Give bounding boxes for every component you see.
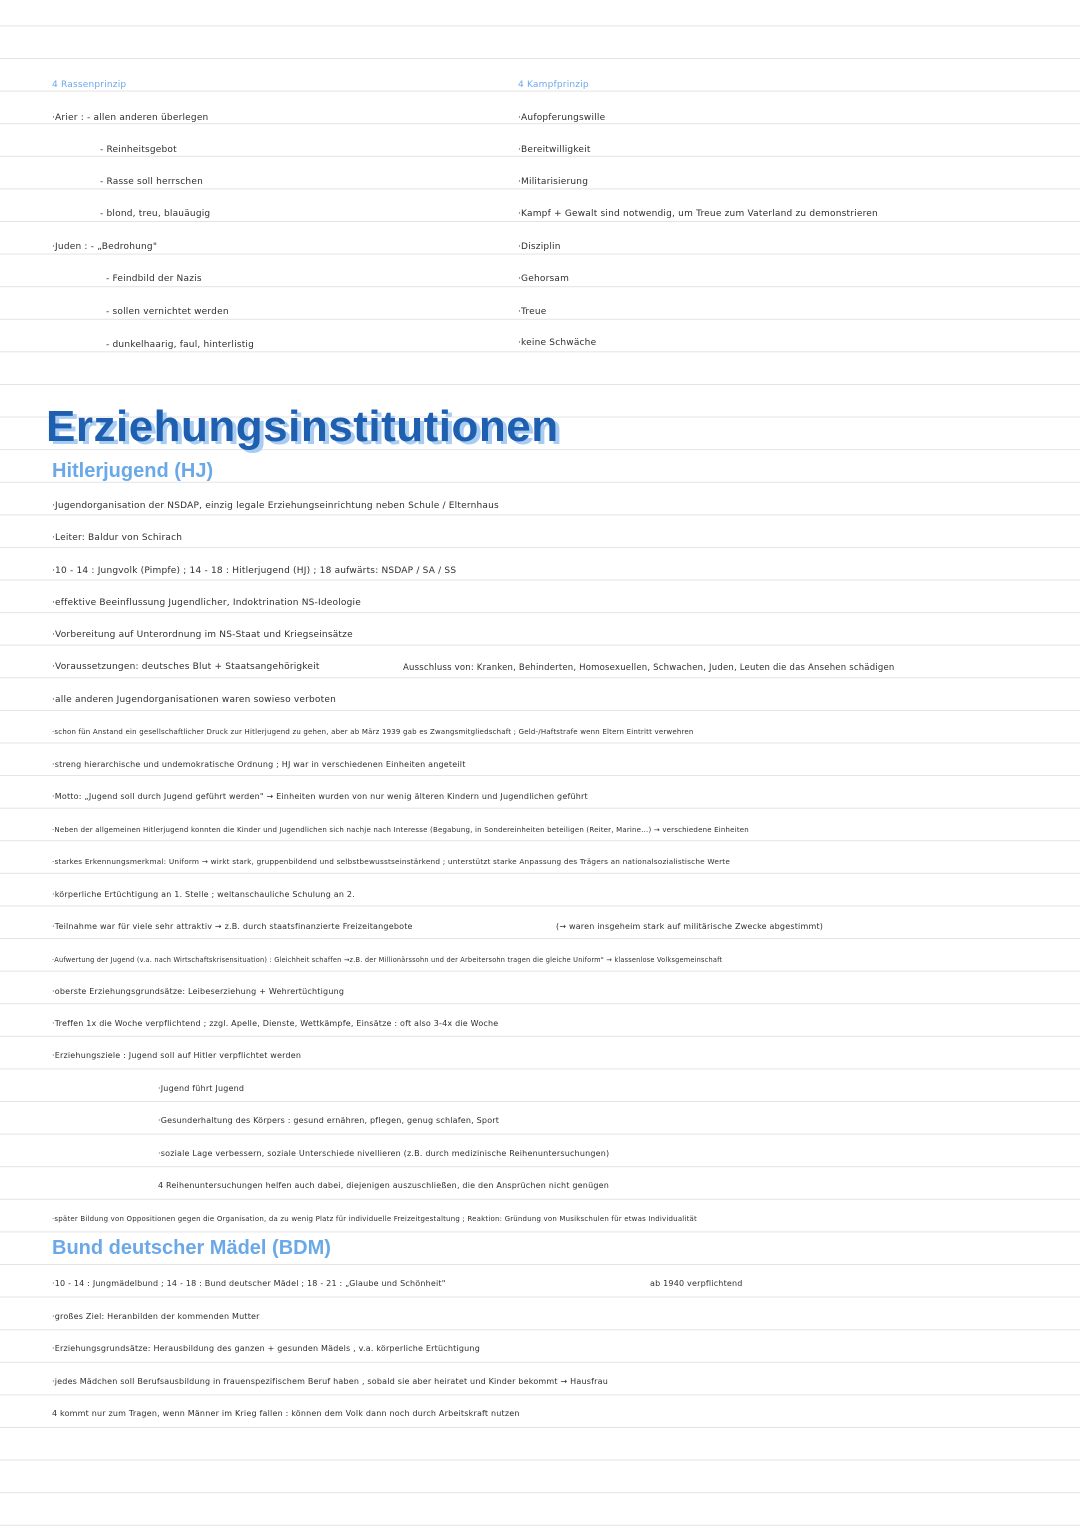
hj-line: ·Leiter: Baldur von Schirach bbox=[52, 533, 183, 543]
left-line: - dunkelhaarig, faul, hinterlistig bbox=[106, 340, 255, 350]
right-line: ·Militarisierung bbox=[518, 177, 589, 187]
left-line: - Feindbild der Nazis bbox=[106, 274, 202, 284]
hj-line: ·Neben der allgemeinen Hitlerjugend konnten die Kinder und Jugendlichen sich nachje nach Interesse (Begabung, in Sondereinheiten beteiligen (Reiter, Marine...) → verschiedene Einheiten bbox=[52, 826, 749, 834]
bdm-line: ·Erziehungsgrundsätze: Herausbildung des ganzen + gesunden Mädels , v.a. körperliche Ertüchtigung bbox=[52, 1344, 480, 1353]
left-line: - Rasse soll herrschen bbox=[100, 177, 203, 187]
hj-military-note: (→ waren insgeheim stark auf militärische Zwecke abgestimmt) bbox=[556, 922, 824, 931]
bdm-line: ·10 - 14 : Jungmädelbund ; 14 - 18 : Bund deutscher Mädel ; 18 - 21 : „Glaube und Schönheit" bbox=[52, 1279, 446, 1288]
heading-hitlerjugend: Hitlerjugend (HJ) bbox=[52, 460, 214, 482]
hj-line: ·Gesunderhaltung des Körpers : gesund ernähren, pflegen, genug schlafen, Sport bbox=[158, 1116, 500, 1125]
page-title: Erziehungsinstitutionen bbox=[46, 402, 559, 451]
hj-line: ·später Bildung von Oppositionen gegen die Organisation, da zu wenig Platz für individuelle Freizeitgestaltung ; Reaktion: Gründung von Musikschulen für etwas Individualität bbox=[52, 1215, 697, 1223]
hj-line: ·körperliche Ertüchtigung an 1. Stelle ; weltanschauliche Schulung an 2. bbox=[52, 890, 355, 899]
hj-line: ·Jugendorganisation der NSDAP, einzig legale Erziehungseinrichtung neben Schule / Elternhaus bbox=[52, 501, 499, 511]
right-line: ·Bereitwilligkeit bbox=[518, 145, 591, 155]
left-line: ·Juden : - „Bedrohung" bbox=[52, 242, 158, 252]
left-line: - sollen vernichtet werden bbox=[106, 307, 229, 317]
hj-line: ·Teilnahme war für viele sehr attraktiv → z.B. durch staatsfinanzierte Freizeitangebote bbox=[52, 922, 413, 931]
hj-line: ·alle anderen Jugendorganisationen waren sowieso verboten bbox=[52, 695, 336, 705]
heading-kampfprinzip: 4 Kampfprinzip bbox=[518, 80, 589, 90]
hj-line: ·schon fün Anstand ein gesellschaftlicher Druck zur Hitlerjugend zu gehen, aber ab März 1939 gab es Zwangsmitgliedschaft ; Geld-/Haftstrafe wenn Eltern Eintritt verwehren bbox=[52, 728, 694, 736]
left-line: - Reinheitsgebot bbox=[100, 145, 177, 155]
bdm-line: ·jedes Mädchen soll Berufsausbildung in frauenspezifischem Beruf haben , sobald sie aber heiratet und Kinder bekommt → Hausfrau bbox=[52, 1377, 608, 1386]
hj-line: 4 Reihenuntersuchungen helfen auch dabei, diejenigen auszuschließen, die den Ansprüchen nicht genügen bbox=[158, 1181, 610, 1190]
right-line: ·Disziplin bbox=[518, 242, 561, 252]
right-line: ·Treue bbox=[518, 307, 547, 317]
hj-line: ·Vorbereitung auf Unterordnung im NS-Staat und Kriegseinsätze bbox=[52, 630, 353, 640]
right-line: ·keine Schwäche bbox=[518, 338, 597, 348]
hj-line: ·Voraussetzungen: deutsches Blut + Staatsangehörigkeit bbox=[52, 662, 320, 672]
hj-line: ·effektive Beeinflussung Jugendlicher, Indoktrination NS-Ideologie bbox=[52, 598, 361, 608]
right-line: ·Kampf + Gewalt sind notwendig, um Treue zum Vaterland zu demonstrieren bbox=[518, 209, 878, 219]
hj-line: ·starkes Erkennungsmerkmal: Uniform → wirkt stark, gruppenbildend und selbstbewusstseinstärkend ; unterstützt starke Anpassung des Trägers an nationalsozialistische Werte bbox=[52, 857, 731, 866]
right-line: ·Gehorsam bbox=[518, 274, 570, 284]
heading-rassenprinzip: 4 Rassenprinzip bbox=[52, 80, 127, 90]
heading-bdm: Bund deutscher Mädel (BDM) bbox=[52, 1237, 331, 1259]
hj-exclusion: Ausschluss von: Kranken, Behinderten, Homosexuellen, Schwachen, Juden, Leuten die das Ansehen schädigen bbox=[403, 663, 895, 673]
left-line: ·Arier : - allen anderen überlegen bbox=[52, 113, 209, 123]
hj-line: ·soziale Lage verbessern, soziale Unterschiede nivellieren (z.B. durch medizinische Reihenuntersuchungen) bbox=[158, 1149, 610, 1158]
hj-line: ·Erziehungsziele : Jugend soll auf Hitler verpflichtet werden bbox=[52, 1051, 302, 1060]
hj-line: ·Aufwertung der Jugend (v.a. nach Wirtschaftskrisensituation) : Gleichheit schaffen →z.B. der Millionärssohn und der Arbeitersohn tragen die gleiche Uniform" → klassenlose Volksgemeinschaft bbox=[52, 956, 723, 964]
hj-line: ·Jugend führt Jugend bbox=[158, 1084, 245, 1093]
hj-line: ·oberste Erziehungsgrundsätze: Leibeserziehung + Wehrertüchtigung bbox=[52, 987, 345, 996]
hj-line: ·10 - 14 : Jungvolk (Pimpfe) ; 14 - 18 : Hitlerjugend (HJ) ; 18 aufwärts: NSDAP / SA / SS bbox=[52, 566, 457, 576]
hj-line: ·Treffen 1x die Woche verpflichtend ; zzgl. Apelle, Dienste, Wettkämpfe, Einsätze : oft also 3-4x die Woche bbox=[52, 1019, 499, 1028]
hj-line: ·Motto: „Jugend soll durch Jugend geführt werden" → Einheiten wurden von nur wenig älteren Kindern und Jugendlichen geführt bbox=[52, 792, 588, 801]
bdm-line: ·großes Ziel: Heranbilden der kommenden Mutter bbox=[52, 1312, 260, 1321]
hj-line: ·streng hierarchische und undemokratische Ordnung ; HJ war in verschiedenen Einheiten angeteilt bbox=[52, 760, 466, 769]
right-line: ·Aufopferungswille bbox=[518, 113, 606, 123]
bdm-line: 4 kommt nur zum Tragen, wenn Männer im Krieg fallen : können dem Volk dann noch durch Arbeitskraft nutzen bbox=[52, 1409, 520, 1418]
bdm-mandatory-note: ab 1940 verpflichtend bbox=[650, 1279, 743, 1288]
left-line: - blond, treu, blauäugig bbox=[100, 209, 211, 219]
